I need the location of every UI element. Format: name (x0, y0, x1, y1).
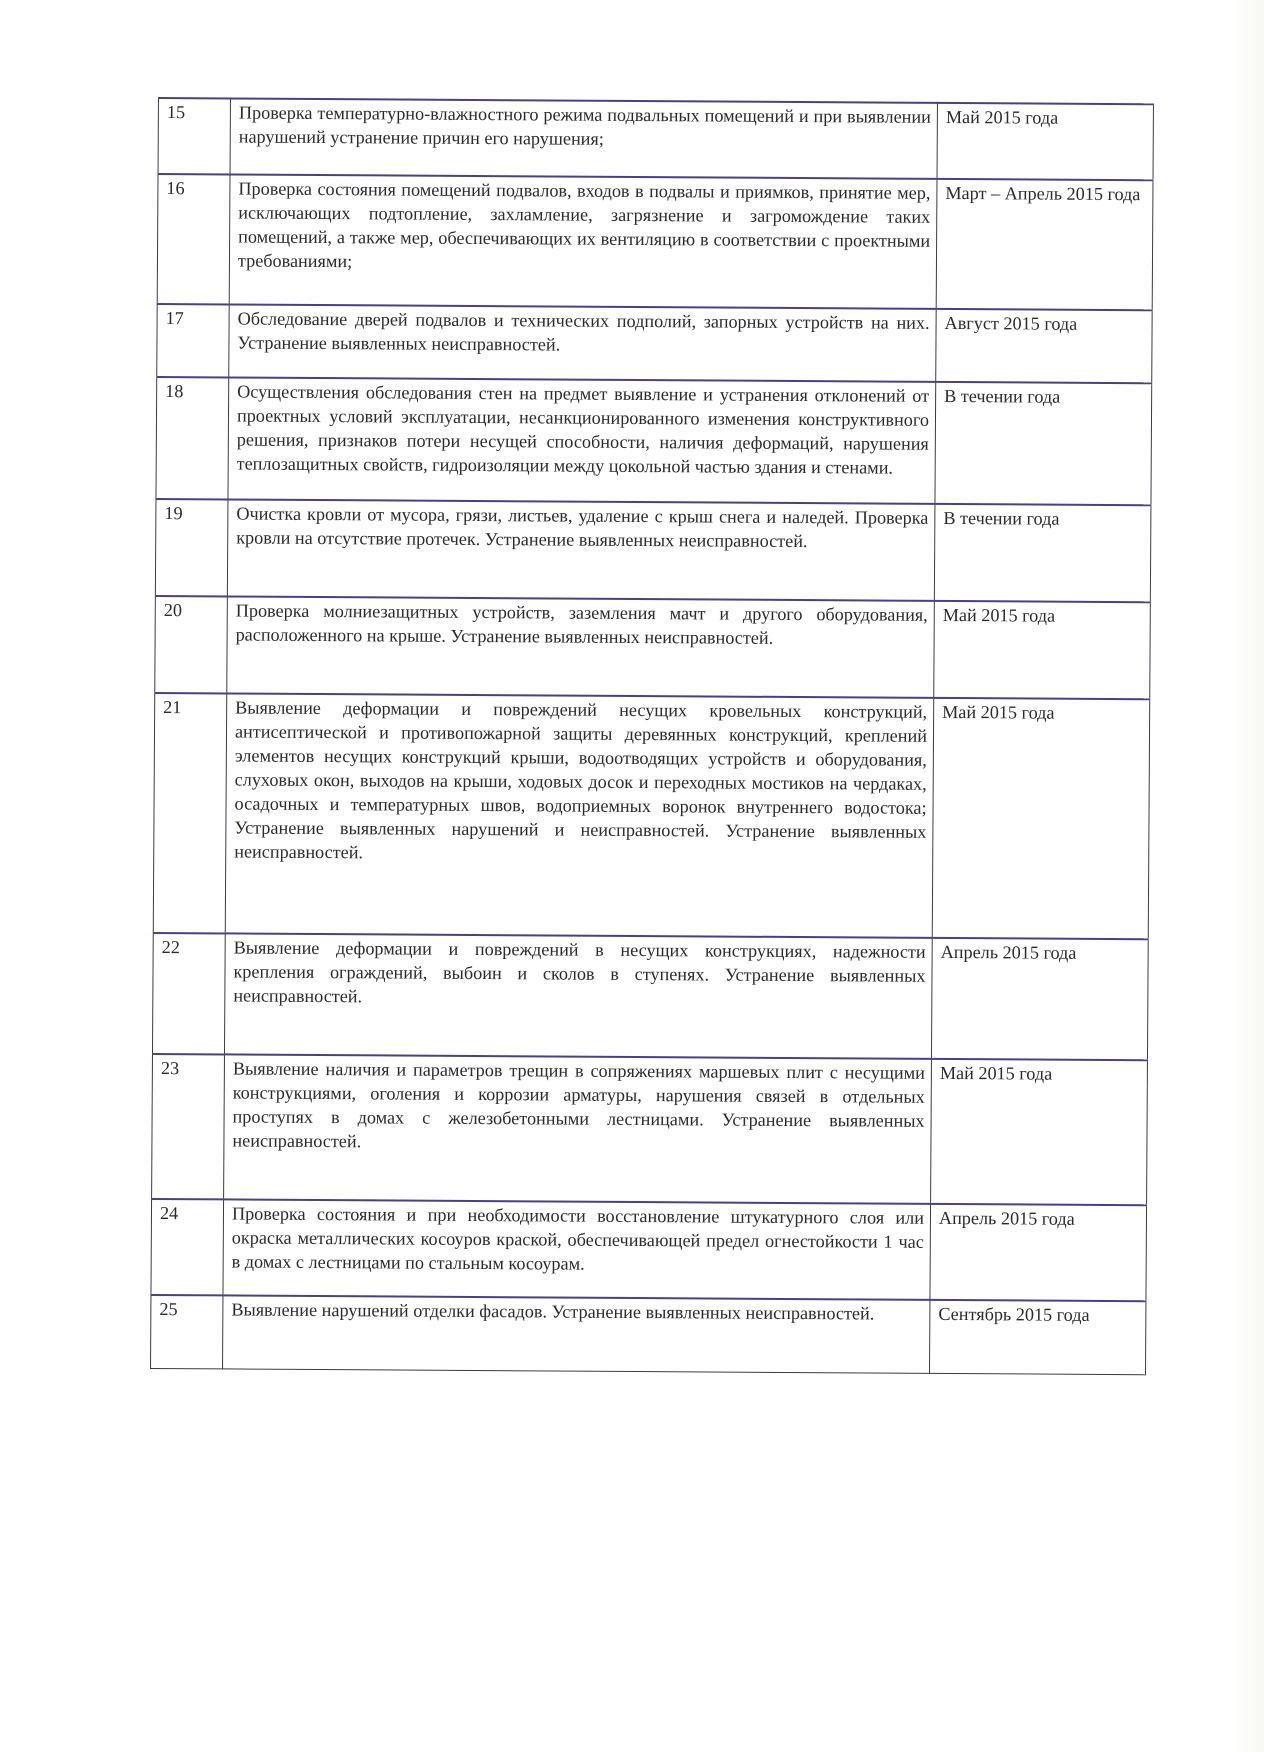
task-description: Выявление нарушений отделки фасадов. Устранение выявленных неисправностей. (223, 1295, 930, 1372)
table-row (157, 304, 1152, 383)
task-deadline: Май 2015 года (931, 1059, 1148, 1205)
row-number: 22 (152, 933, 225, 1054)
table-row (157, 174, 1153, 310)
table-row (151, 1295, 1146, 1374)
row-number: 17 (157, 304, 229, 377)
task-description: Выявление наличия и параметров трещин в сопряжениях маршевых плит с несущими конструкциями, оголения и коррозии арматуры, нарушения связей в отдельных проступях в домах с железобетонными лестницами. Устранение выявленных неисправностей. (224, 1054, 932, 1203)
task-description: Обследование дверей подвалов и технических подполий, запорных устройств на них. Устранение выявленных неисправностей. (229, 304, 936, 381)
task-deadline: Май 2015 года (934, 601, 1151, 699)
row-number: 21 (153, 693, 227, 933)
row-number: 18 (156, 377, 229, 499)
table-row (155, 596, 1151, 699)
task-description: Проверка молниезащитных устройств, заземления мачт и другого оборудования, расположенного на крыше. Устранение выявленных неисправностей. (227, 596, 935, 697)
task-deadline: В течении года (934, 504, 1151, 602)
task-deadline: Март – Апрель 2015 года (936, 179, 1153, 310)
row-number: 23 (152, 1054, 225, 1199)
task-description: Проверка состояния помещений подвалов, входов в подвалы и приямков, принятие мер, исключающих подтопление, захламление, загрязнение и загромождение таких помещений, а также мер, обеспечивающих их вентиляцию в соответствии с проектными требованиями; (229, 174, 937, 308)
row-number: 16 (157, 174, 230, 304)
row-number: 20 (155, 596, 228, 693)
table-row (155, 499, 1151, 602)
task-deadline: В течении года (935, 382, 1152, 505)
table-row (156, 377, 1152, 505)
table-row (151, 1199, 1147, 1301)
table-row (153, 693, 1149, 939)
task-description: Проверка температурно-влажностного режима подвальных помещений и при выявлении нарушений устранение причин его нарушения; (230, 98, 937, 178)
scan-edge (1234, 0, 1264, 1752)
task-description: Осуществления обследования стен на предмет выявление и устранения отклонений от проектных условий эксплуатации, несанкционированного изменения конструктивного решения, признаков потери несущей способности, наличия деформаций, нарушения теплозащитных свойств, гидроизоляции между цокольной частью здания и стенами. (228, 377, 936, 503)
task-description: Выявление деформации и повреждений несущих кровельных конструкций, антисептической и противопожарной защиты деревянных конструкций, креплений элементов несущих конструкций крыши, водоотводящих устройств и оборудования, слуховых окон, выходов на крыши, ходовых досок и переходных мостиков на чердаках, осадочных и температурных швов, водоприемных воронок внутреннего водостока; Устранение выявленных нарушений и неисправностей. Устранение выявленных неисправностей. (225, 693, 933, 937)
task-deadline: Май 2015 года (932, 698, 1150, 939)
row-number: 24 (151, 1199, 224, 1295)
row-number: 25 (151, 1295, 223, 1368)
task-description: Очистка кровли от мусора, грязи, листьев, удаление с крыш снега и наледей. Проверка кровли на отсутствие протечек. Устранение выявленных неисправностей. (227, 499, 935, 600)
task-description: Выявление деформации и повреждений в несущих конструкциях, надежности крепления ограждений, выбоин и сколов в ступенях. Устранение выявленных неисправностей. (224, 933, 932, 1058)
maintenance-plan-table (150, 97, 1154, 1375)
task-deadline: Апрель 2015 года (930, 1204, 1147, 1301)
table-row (152, 1054, 1148, 1205)
row-number: 15 (158, 98, 230, 174)
maintenance-plan-table-wrap (150, 97, 1141, 1374)
table-row (158, 98, 1153, 180)
table-row (152, 933, 1148, 1060)
task-deadline: Май 2015 года (937, 103, 1153, 180)
row-number: 19 (155, 499, 228, 596)
task-description: Проверка состояния и при необходимости восстановление штукатурного слоя или окраска металлических косоуров краской, обеспечивающей предел огнестойкости 1 час в домах с лестницами по стальным косоурам. (223, 1199, 931, 1299)
task-deadline: Сентябрь 2015 года (929, 1300, 1145, 1374)
task-deadline: Апрель 2015 года (931, 938, 1148, 1060)
task-deadline: Август 2015 года (936, 309, 1152, 383)
